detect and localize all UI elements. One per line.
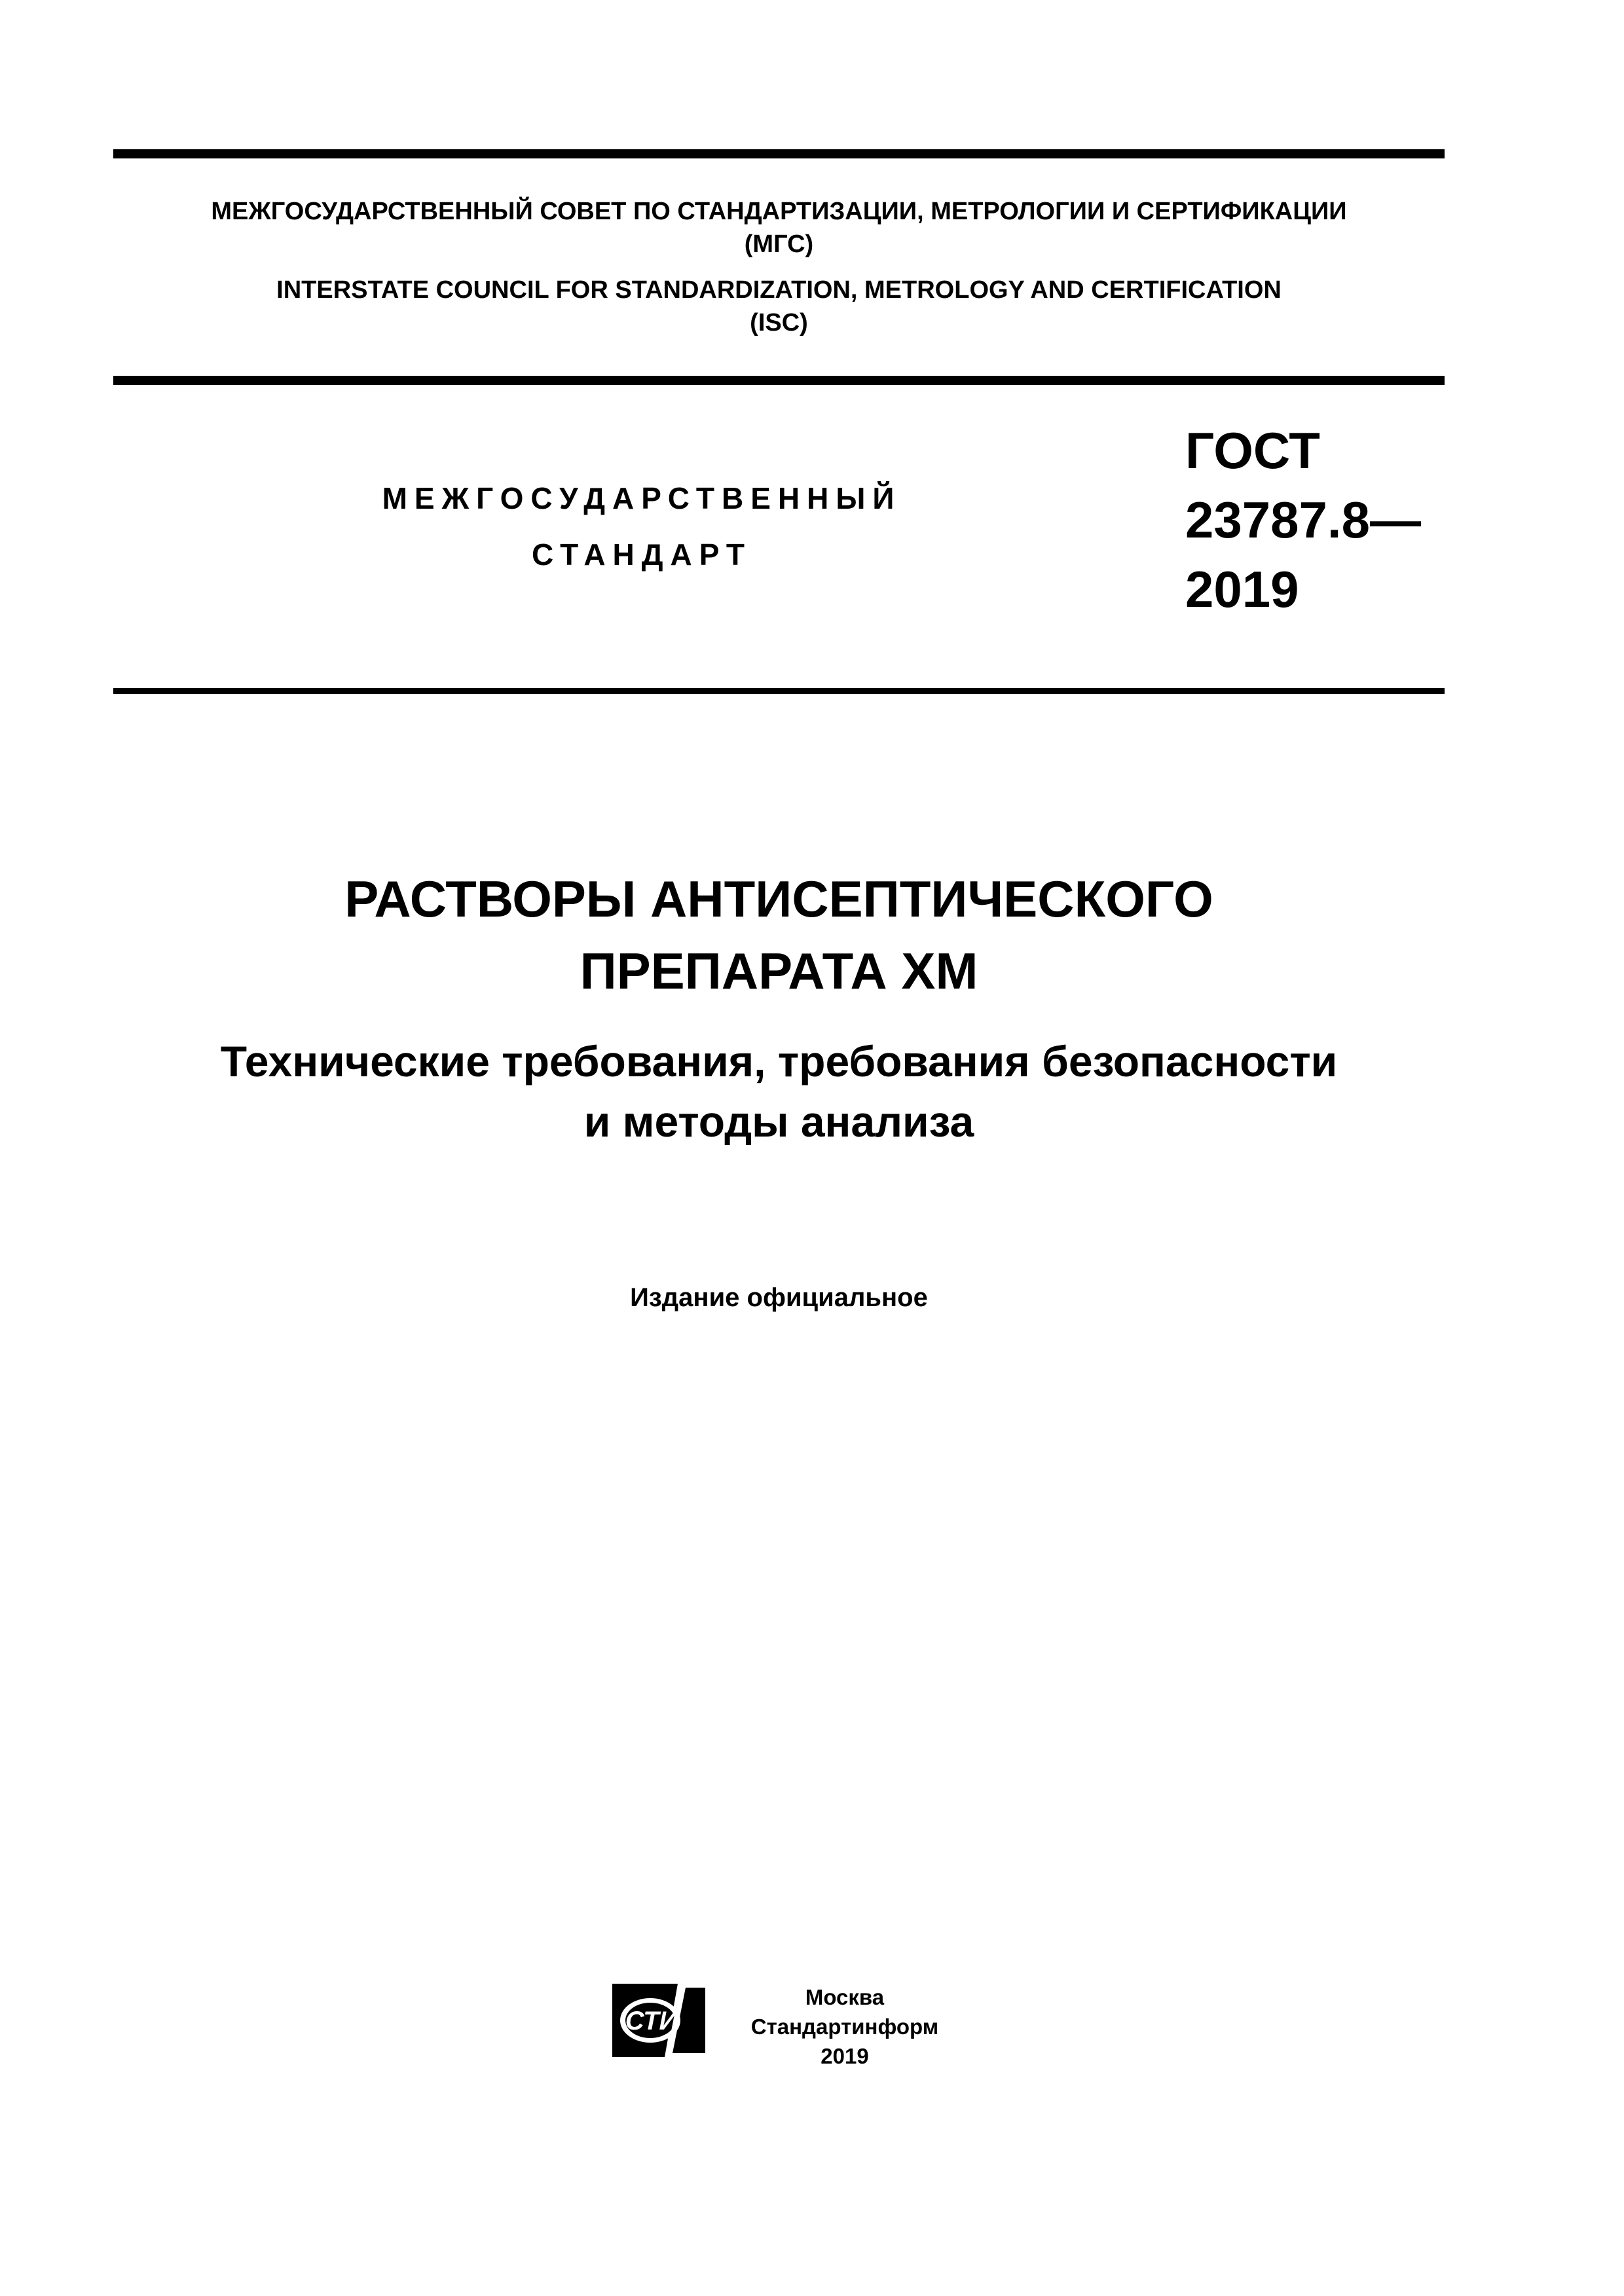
standard-number-prefix: ГОСТ (1185, 422, 1320, 479)
middle-divider (113, 376, 1445, 385)
document-subtitle (113, 1031, 1445, 1152)
top-divider (113, 149, 1445, 158)
lower-divider (113, 688, 1445, 694)
document-title-line2: ПРЕПАРАТА ХМ (580, 942, 978, 1000)
document-title (113, 863, 1445, 1007)
document-title-line1: РАСТВОРЫ АНТИСЕПТИЧЕСКОГО (344, 870, 1213, 928)
imprint-year: 2019 (821, 2044, 869, 2068)
publisher-imprint (720, 1982, 969, 2071)
council-abbr-ru: (МГС) (744, 230, 814, 258)
standard-kind-line2: СТАНДАРТ (532, 538, 752, 572)
imprint-city: Москва (805, 1985, 885, 2009)
document-subtitle-line2: и методы анализа (583, 1097, 974, 1146)
standard-kind (314, 470, 969, 583)
standard-number-code: 23787.8— (1185, 491, 1421, 549)
standard-number-year: 2019 (1185, 560, 1299, 618)
imprint-publisher: Стандартинформ (750, 2014, 939, 2039)
standartinform-logo-icon (612, 1984, 709, 2057)
council-name-russian (113, 195, 1445, 261)
council-abbr-en: (ISC) (750, 309, 808, 337)
standard-number (1185, 416, 1447, 624)
document-subtitle-line1: Технические требования, требования безопасности (220, 1037, 1338, 1085)
standard-kind-line1: МЕЖГОСУДАРСТВЕННЫЙ (382, 481, 902, 515)
council-name-en: INTERSTATE COUNCIL FOR STANDARDIZATION, METROLOGY AND CERTIFICATION (276, 276, 1282, 304)
logo-lettering: СТИ (625, 2007, 678, 2035)
edition-note: Издание официальное (630, 1283, 928, 1312)
council-name-ru: МЕЖГОСУДАРСТВЕННЫЙ СОВЕТ ПО СТАНДАРТИЗАЦИИ, МЕТРОЛОГИИ И СЕРТИФИКАЦИИ (211, 198, 1347, 225)
council-name-english (113, 274, 1445, 339)
